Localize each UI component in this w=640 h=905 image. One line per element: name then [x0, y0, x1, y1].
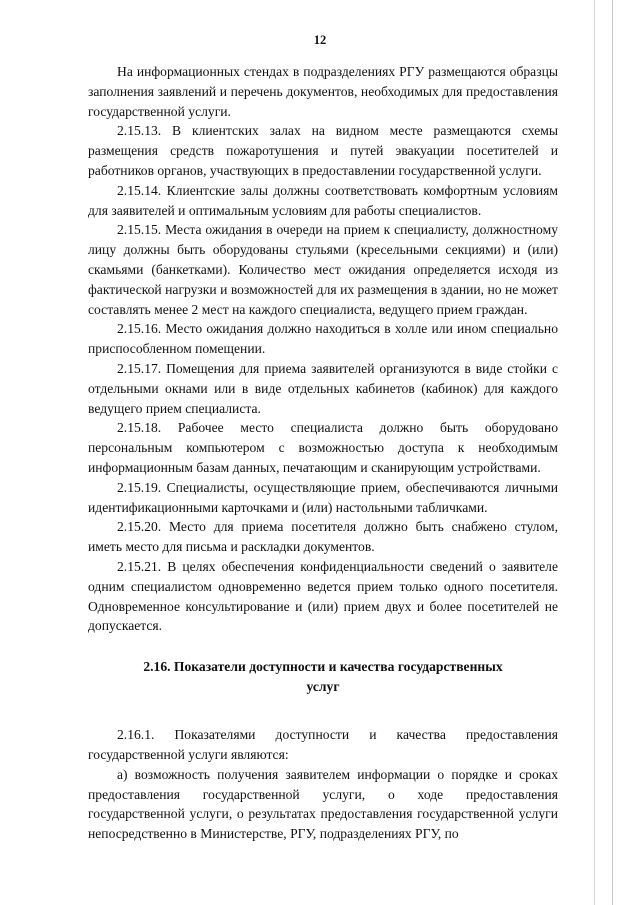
scan-edge-line	[594, 0, 595, 905]
paragraph: 2.16.1. Показателями доступности и качества предоставления государственной услуги являются:	[88, 727, 558, 762]
paragraph: 2.15.17. Помещения для приема заявителей организуются в виде стойки с отдельными окнами или в виде отдельных кабинетов (кабинок) для каждого ведущего прием специалиста.	[88, 360, 558, 416]
paragraph: 2.15.18. Рабочее место специалиста должно быть оборудовано персональным компьютером с возможностью доступа к необходимым информационным базам данных, печатающим и сканирующим устройствами.	[88, 420, 558, 475]
paragraph: 2.15.19. Специалисты, осуществляющие прием, обеспечиваются личными идентификационными карточками и (или) настольными табличками.	[88, 479, 558, 515]
paragraph: 2.15.16. Место ожидания должно находиться в холле или ином специально приспособленном помещении.	[88, 321, 558, 357]
paragraph: 2.15.15. Места ожидания в очереди на прием к специалисту, должностному лицу должны быть оборудованы стульями (кресельными секциями) и (или) скамьями (банкетками). Количество мест ожидания определяется исходя из фактической нагрузки и возможностей для их размещения в здании, но не может составлять менее 2 мест на каждого специалиста, ведущего прием граждан.	[88, 222, 558, 317]
paragraph: а) возможность получения заявителем информации о порядке и сроках предоставления государственной услуги, о ходе предоставления государственной услуги, о результатах предоставления государственной услуги непосредственно в Министерстве, РГУ, подразделениях РГУ, по	[88, 766, 558, 842]
paragraph: 2.15.21. В целях обеспечения конфиденциальности сведений о заявителе одним специалистом одновременно ведется прием только одного посетителя. Одновременное консультирование и (или) прием двух и более посетителей не допускается.	[88, 558, 558, 634]
document-body	[88, 62, 558, 844]
scan-edge-line	[612, 0, 613, 905]
section-heading: 2.16. Показатели доступности и качества государственных услуг	[143, 659, 503, 695]
paragraph: 2.15.13. В клиентских залах на видном месте размещаются схемы размещения средств пожаротушения и путей эвакуации посетителей и работников органов, участвующих в предоставлении государственной услуги.	[88, 123, 558, 178]
paragraph: На информационных стендах в подразделениях РГУ размещаются образцы заполнения заявлений и перечень документов, необходимых для предоставления государственной услуги.	[88, 64, 558, 119]
page-number: 12	[313, 33, 327, 47]
paragraph: 2.15.14. Клиентские залы должны соответствовать комфортным условиям для заявителей и оптимальным условиям для работы специалистов.	[88, 182, 558, 218]
paragraph: 2.15.20. Место для приема посетителя должно быть снабжено стулом, иметь место для письма и раскладки документов.	[88, 519, 558, 555]
